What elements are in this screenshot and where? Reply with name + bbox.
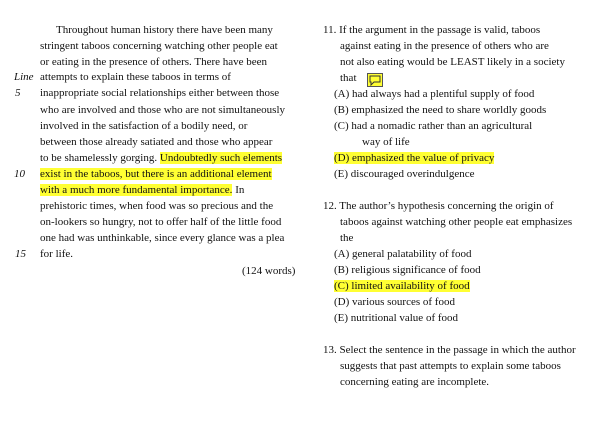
- passage-text: In: [235, 184, 245, 196]
- highlighted-answer[interactable]: (D) emphasized the value of privacy: [334, 152, 495, 164]
- passage-line: attempts to explain these taboos in terms of: [40, 71, 231, 83]
- question-stem: the: [340, 232, 354, 244]
- highlighted-sentence-part[interactable]: exist in the taboos, but there is an additional element: [40, 168, 272, 180]
- line-number-10: 10: [14, 168, 25, 180]
- passage-line: involved in the satisfaction of a bodily need, or: [40, 120, 248, 132]
- highlighted-sentence-part[interactable]: with a much more fundamental importance.: [40, 184, 233, 196]
- answer-option-c-continued[interactable]: way of life: [362, 136, 410, 148]
- passage-line: [40, 151, 282, 165]
- passage-line: who are involved and those who are not simultaneously: [40, 104, 286, 116]
- question-stem: that: [340, 72, 357, 84]
- passage-line: for life.: [40, 248, 73, 260]
- line-label: Line: [14, 71, 34, 83]
- passage-line: on-lookers so hungry, not to offer half of the little food: [40, 216, 282, 228]
- answer-option-a[interactable]: (A) general palatability of food: [334, 248, 472, 260]
- question-stem: 11. If the argument in the passage is valid, taboos: [323, 24, 541, 36]
- passage-line: Throughout human history there have been many: [56, 24, 273, 36]
- answer-option-e[interactable]: (E) nutritional value of food: [334, 312, 459, 324]
- highlighted-sentence-part[interactable]: Undoubtedly such elements: [159, 152, 283, 164]
- passage-line: [40, 183, 244, 197]
- passage-line: stringent taboos concerning watching other people eat: [40, 40, 278, 52]
- line-number-15: 15: [15, 248, 26, 260]
- word-count: (124 words): [242, 265, 296, 277]
- answer-option-a[interactable]: (A) had always had a plentiful supply of food: [334, 88, 535, 100]
- question-stem: 12. The author’s hypothesis concerning the origin of: [323, 200, 554, 212]
- answer-option-b[interactable]: (B) emphasized the need to share worldly goods: [334, 104, 547, 116]
- passage-line: between those already satiated and those who appear: [40, 136, 273, 148]
- answer-option-c[interactable]: [334, 279, 470, 293]
- question-stem: suggests that past attempts to explain some taboos: [340, 360, 561, 372]
- question-stem: concerning eating are incomplete.: [340, 376, 490, 388]
- highlighted-answer[interactable]: (C) limited availability of food: [334, 280, 470, 292]
- passage-line: inappropriate social relationships either between those: [40, 87, 280, 99]
- passage-line: [40, 167, 272, 181]
- question-stem: against eating in the presence of others who are: [340, 40, 549, 52]
- question-stem: not also eating would be LEAST likely in a society: [340, 56, 565, 68]
- answer-option-c[interactable]: (C) had a nomadic rather than an agricultural: [334, 120, 533, 132]
- comment-note-icon[interactable]: [367, 73, 383, 87]
- line-number-5: 5: [15, 87, 21, 99]
- answer-option-e[interactable]: (E) discouraged overindulgence: [334, 168, 475, 180]
- answer-option-d[interactable]: (D) various sources of food: [334, 296, 455, 308]
- passage-line: prehistoric times, when food was so precious and the: [40, 200, 274, 212]
- passage-line: one had was unthinkable, since every glance was a plea: [40, 232, 285, 244]
- passage-text: to be shamelessly gorging.: [40, 152, 158, 164]
- question-stem: taboos against watching other people eat emphasizes: [340, 216, 573, 228]
- passage-line: or eating in the presence of others. There have been: [40, 56, 268, 68]
- answer-option-b[interactable]: (B) religious significance of food: [334, 264, 481, 276]
- answer-option-d[interactable]: [334, 151, 494, 165]
- question-stem: 13. Select the sentence in the passage in which the author: [323, 344, 576, 356]
